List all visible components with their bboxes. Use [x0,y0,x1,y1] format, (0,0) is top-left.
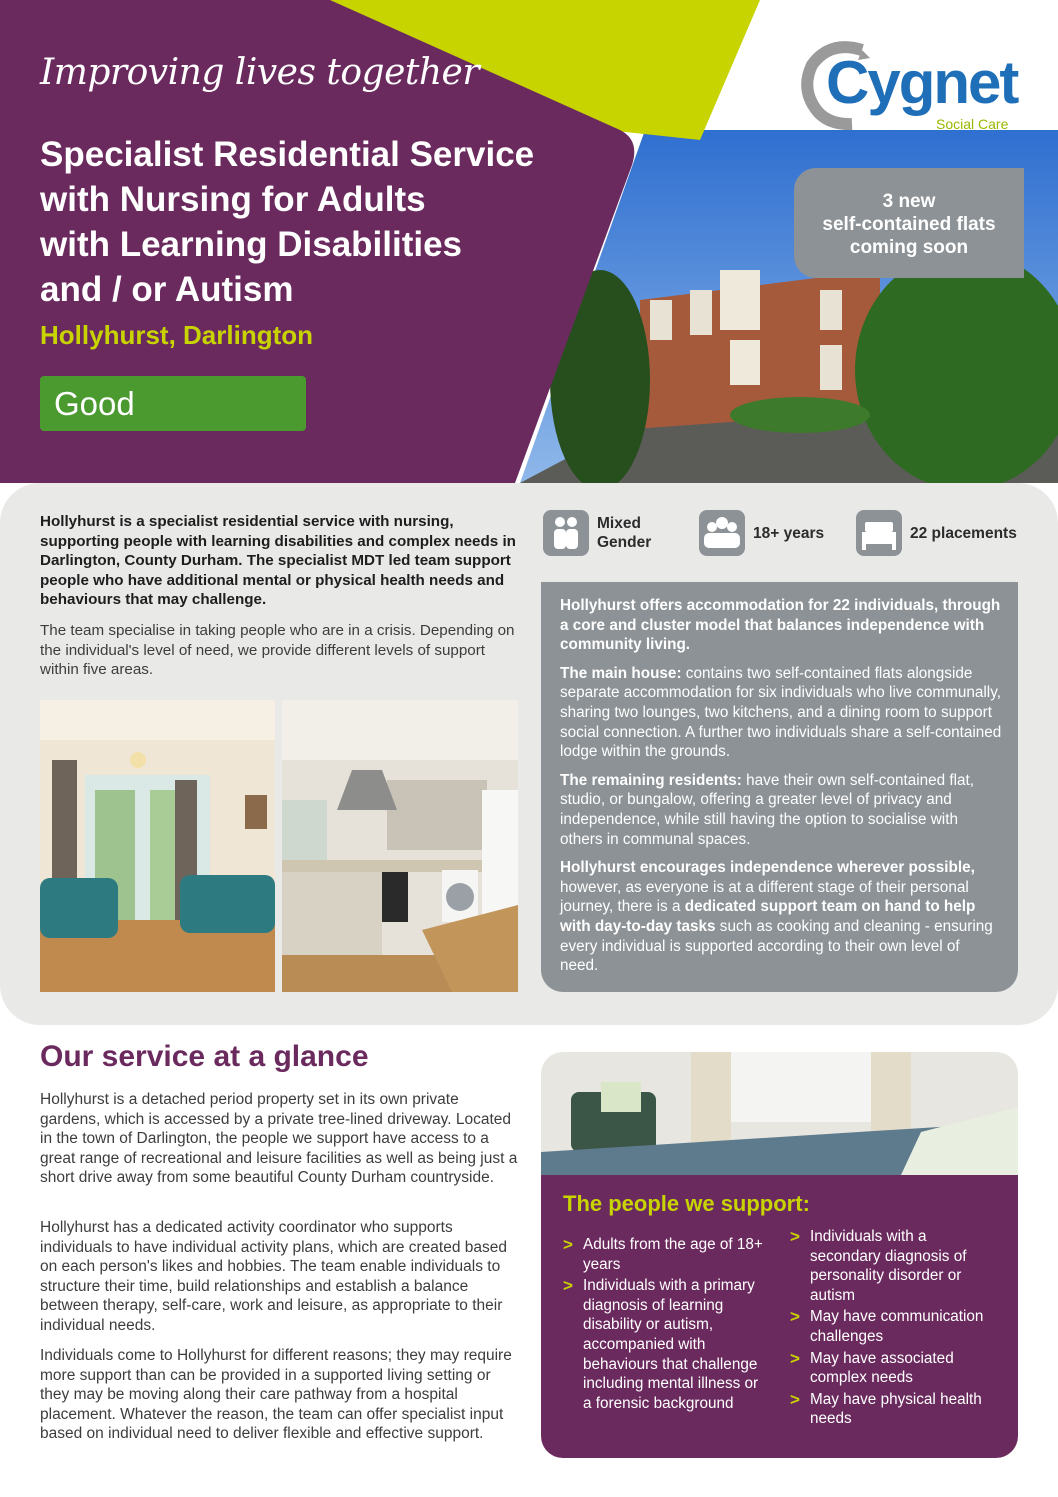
bed-icon [856,510,902,556]
people-we-support [541,1175,1018,1458]
stat-gender [543,508,651,558]
chevron-right-icon: > [790,1389,800,1409]
people-list-1 [563,1235,763,1415]
list-item: > May have communication challenges [790,1307,984,1345]
group-icon [699,510,745,556]
logo-name: Cygnet [826,49,1018,116]
new-flats-callout: 3 new self-contained flats coming soon [794,168,1024,278]
stat-placements [856,508,1017,558]
chevron-right-icon: > [563,1235,573,1254]
kitchen-photo [282,700,518,992]
location: Hollyhurst, Darlington [40,320,313,350]
rating-badge: Good [40,376,306,431]
intro-regular: The team specialise in taking people who are in a crisis. Depending on the individual's level of need, we provide different levels of support within five areas. [40,622,515,679]
glance-paragraph-3: Individuals come to Hollyhurst for different reasons; they may require more support than can be provided in a supported living setting or they may be moving along their care pathway from a hospital placement. Whatever the reason, the team can offer specialist input based on individual need to deliver flexible and effective support. [40,1347,512,1443]
tagline: Improving lives together [40,52,480,93]
people-heading: The people we support: [563,1191,810,1216]
list-item: > May have associated complex needs [790,1348,954,1387]
list-item: > Adults from the age of 18+ years [563,1235,763,1273]
cygnet-logo [800,36,1030,136]
stat-placements-label: 22 placements [910,524,1017,542]
page-title: Specialist Residential Service with Nursing for Adults with Learning Disabilities and / or Autism [40,135,535,309]
stat-gender-label: Mixed Gender [597,515,652,551]
accommodation-info [541,582,1018,992]
bedroom-photo [541,1052,1018,1175]
glance-heading: Our service at a glance [40,1040,369,1073]
chevron-right-icon: > [790,1227,800,1246]
info-main-house: The main house: contains two self-contained flats alongside separate accommodation for six individuals who live communally, sharing two lounges, two kitchens, and a dining room to support social connection. A further two individuals share a self-contained lodge within the grounds. [560,664,1002,761]
people-list-2 [790,1227,990,1431]
info-intro: Hollyhurst offers accommodation for 22 individuals, through a core and cluster model that balances independence with community living. [560,597,1001,654]
list-item: > Individuals with a primary diagnosis of learning disability or autism, accompanied with behaviours that challenge including mental illness or a forensic background [563,1276,759,1412]
glance-paragraph-2: Hollyhurst has a dedicated activity coordinator who supports individuals to have individual activity plans, which are created based on each person's likes and hobbies. The team enable individuals to structure their time, build relationships and establish a balance between therapy, self-care, work and leisure, as appropriate to their individual needs. [40,1219,507,1334]
glance-paragraph-1: Hollyhurst is a detached period property set in its own private gardens, which is accessed by a private tree-lined driveway. Located in the town of Darlington, the people we support have access to a great range of recreational and leisure facilities as well as being just a short drive away from some beautiful County Durham countryside. [40,1091,518,1187]
list-item: > May have physical health needs [790,1389,982,1428]
chevron-right-icon: > [790,1348,800,1368]
people-icon [543,510,589,556]
stat-age-label: 18+ years [753,524,825,542]
logo-subtitle: Social Care [936,116,1009,132]
intro-bold: Hollyhurst is a specialist residential service with nursing, supporting people with learning disabilities and complex needs in Darlington, County Durham. The specialist MDT led team support people who have additional mental or physical health needs and behaviours that may challenge. [40,513,516,609]
chevron-right-icon: > [790,1307,800,1327]
list-item: > Individuals with a secondary diagnosis of personality disorder or autism [790,1227,967,1304]
info-independence: Hollyhurst encourages independence wherever possible, however, as everyone is at a different stage of their personal journey, there is a dedicated support team on hand to help with day-to-day tasks such as cooking and cleaning - ensuring every individual is supported according to their own level of need. [560,859,993,975]
chevron-right-icon: > [563,1276,573,1296]
stat-age [699,508,824,558]
lounge-photo [40,700,275,992]
info-remaining-residents: The remaining residents: have their own self-contained flat, studio, or bungalow, offering a greater level of privacy and independence, while still having the option to socialise with others in communal spaces. [560,771,975,848]
